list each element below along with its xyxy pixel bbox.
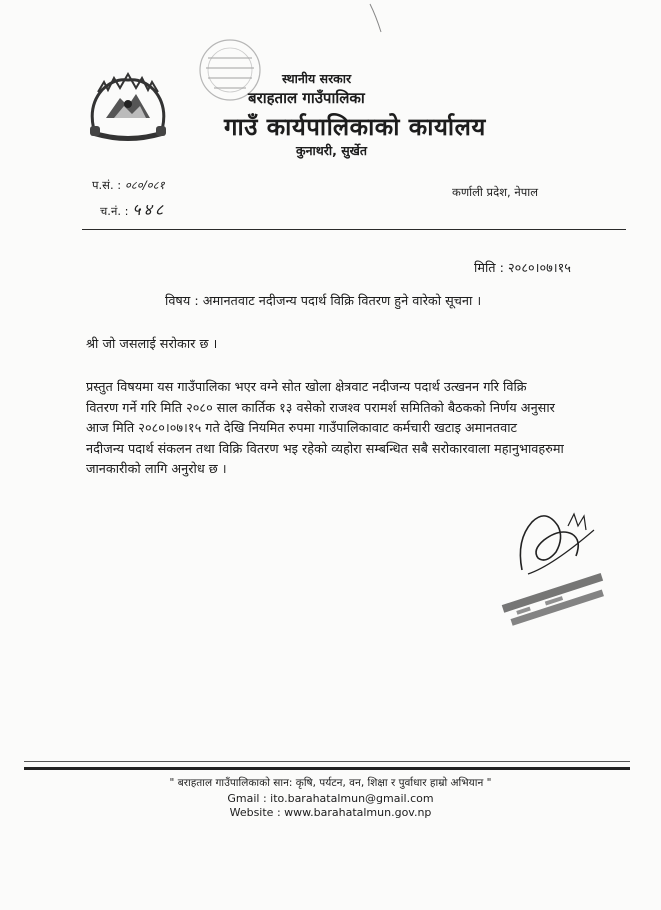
office-title: गाउँ कार्यपालिकाको कार्यालय (224, 113, 486, 141)
footer-gmail: Gmail : ito.barahatalmun@gmail.com (227, 792, 434, 805)
salutation: श्री जो जसलाई सरोकार छ । (86, 337, 218, 352)
signature-stamp (498, 500, 618, 640)
ps-value: ०८०/०८१ (124, 178, 165, 192)
letter-date: मिति : २०८०।०७।१५ (474, 261, 571, 276)
letter-subject: विषय : अमानतवाट नदीजन्य पदार्थ विक्रि वितरण हुने वारेको सूचना । (165, 294, 482, 309)
footer-website: Website : www.barahatalmun.gov.np (229, 806, 432, 819)
nepal-emblem-logo (84, 70, 172, 142)
body-line: आज मिति २०८०।०७।१५ गते देखि नियमित रुपमा गाउँपालिकावाट कर्मचारी खटाइ अमानतवाट (86, 421, 517, 436)
body-line: वितरण गर्ने गरि मिति २०८० साल कार्तिक १३ वसेको राजश्व परामर्श समितिको बैठकको निर्णय अनुसार (86, 400, 555, 416)
cn-value: ५४८ (132, 200, 167, 219)
body-line: जानकारीको लागि अनुरोध छ । (86, 462, 227, 477)
letter-body (86, 378, 606, 481)
pen-mark (368, 2, 384, 34)
dispatch-number (100, 198, 166, 220)
footer-rule-thick (24, 767, 630, 770)
footer-slogan: " बराहताल गाउँपालिकाको सान: कृषि, पर्यटन, वन, शिक्षा र पुर्वाधार हाम्रो अभियान " (169, 777, 492, 789)
office-address: कुनाथरी, सुर्खेत (296, 143, 368, 158)
province-text: कर्णाली प्रदेश, नेपाल (452, 185, 539, 199)
body-line: प्रस्तुत विषयमा यस गाउँपालिका भएर वग्ने सोत खोला क्षेत्रवाट नदीजन्य पदार्थ उत्खनन गरि विक्रि (86, 380, 527, 395)
body-line: नदीजन्य पदार्थ संकलन तथा विक्रि वितरण भइ रहेको व्यहोरा सम्बन्धित सबै सरोकारवाला महानुभावहरुमा (86, 441, 564, 457)
cn-label: च.नं. : (100, 204, 129, 218)
reference-number (92, 178, 165, 193)
gov-level-text: स्थानीय सरकार (282, 71, 352, 86)
footer-rule-thin (24, 761, 630, 762)
municipality-name: बराहताल गाउँपालिका (248, 89, 365, 107)
header-divider (82, 229, 626, 230)
ps-label: प.सं. : (92, 178, 122, 192)
